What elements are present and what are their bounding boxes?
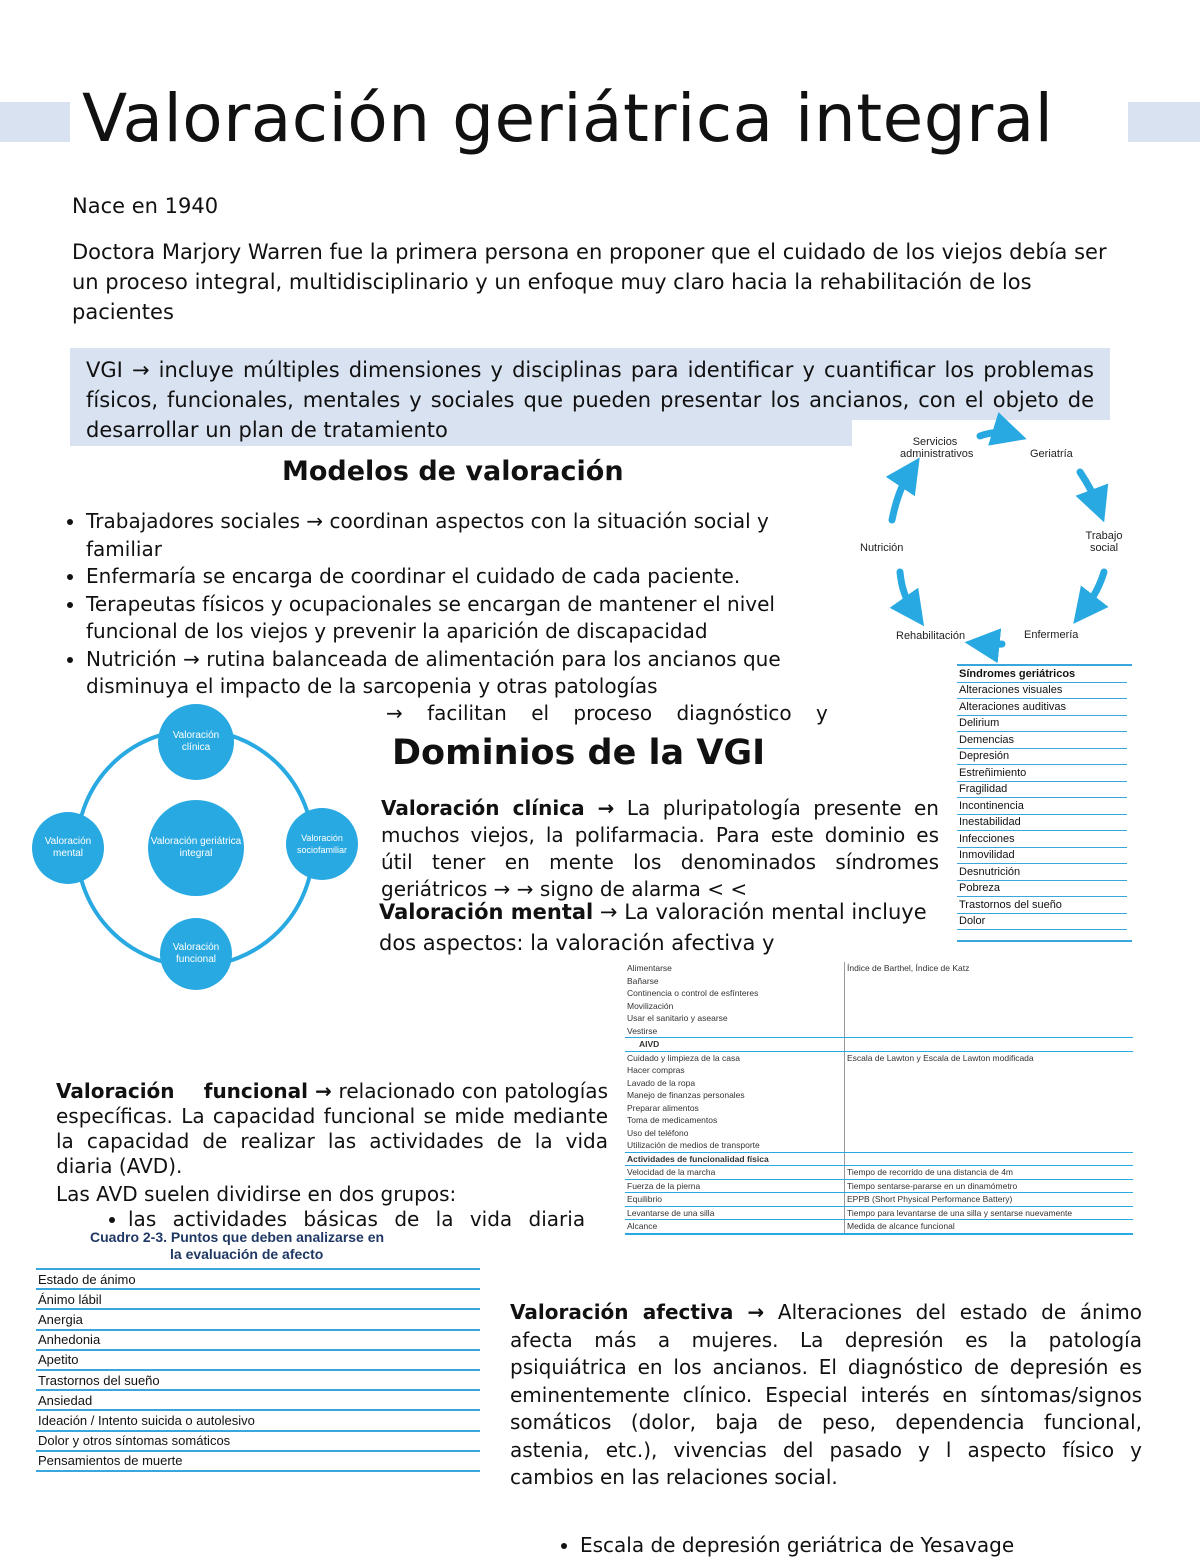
avd-cell: Medida de alcance funcional [845,1220,1134,1234]
affect-point: Ánimo lábil [36,1289,480,1309]
funcional-bullet: • las actividades básicas de la vida diaria [128,1206,616,1234]
avd-cell: Fuerza de la pierna [625,1179,845,1193]
affect-point: Estado de ánimo [36,1270,480,1289]
syndrome-item: Inmovilidad [957,847,1127,864]
avd-cell: Manejo de finanzas personales [625,1089,845,1102]
syndrome-item: Infecciones [957,831,1127,848]
avd-cell: Tiempo de recorrido de una distancia de 4m [845,1166,1134,1180]
syndrome-item: Desnutrición [957,864,1127,881]
avd-cell: Lavado de la ropa [625,1077,845,1090]
avd-cell: Tiempo para levantarse de una silla y sentarse nuevamente [845,1206,1134,1220]
avd-cell: Escala de Lawton y Escala de Lawton modificada [847,1052,1034,1063]
avd-cell: Preparar alimentos [625,1102,845,1115]
affect-point: Ideación / Intento suicida o autolesivo [36,1410,480,1430]
syndrome-item: Demencias [957,732,1127,749]
clinica-paragraph [381,795,939,901]
syndromes-table [957,664,1132,942]
avd-cell: Tiempo sentarse-pararse en un dinamómetro [845,1179,1134,1193]
affect-point: Apetito [36,1350,480,1370]
cycle-node-enfermeria: Enfermería [1024,629,1079,641]
syndrome-item: Inestabilidad [957,814,1127,831]
cycle-node-geriatria: Geriatría [1030,448,1073,460]
syndromes-header: Síndromes geriátricos [957,666,1127,682]
avd-cell: Uso del teléfono [625,1127,845,1140]
funcional-paragraph [56,1079,608,1179]
funcional-arrow: → [307,1079,332,1103]
mental-label: Valoración mental [379,900,594,924]
vgi-definition: VGI → incluye múltiples dimensiones y disciplinas para identificar y cuantificar los problemas físicos, funcionales, mentales y sociales que pueden presentar los ancianos, con el objeto de desarrollar un plan de tratamiento [86,358,1094,442]
avd-cell: Velocidad de la marcha [625,1166,845,1180]
syndrome-item: Trastornos del sueño [957,897,1127,914]
avd-cell: Movilización [625,1000,845,1013]
clinica-text: La pluripatología presente en muchos viejos, la polifarmacia. Para este dominio es útil tener en mente los denominados síndromes geriátricos → → signo de alarma < < [381,796,939,901]
syndrome-item: Fragilidad [957,781,1127,798]
mental-text: → La valoración mental incluye dos aspectos: la valoración afectiva y [379,900,927,955]
syndrome-item: Pobreza [957,880,1127,897]
cuadro-title-line2: la evaluación de afecto [170,1246,324,1262]
title-bar-right [1128,102,1200,142]
models-heading: Modelos de valoración [282,456,624,487]
dominios-heading: Dominios de la VGI [392,733,766,773]
mental-paragraph [379,897,939,959]
affect-points-table [36,1268,480,1472]
avd-cell: Usar el sanitario y asearse [625,1012,845,1025]
afectiva-bullet: • Escala de depresión geriátrica de Yesavage [580,1532,1150,1560]
domain-funcional: Valoración funcional [160,918,232,990]
avd-cell: Bañarse [625,975,845,988]
arrow-3 [1084,572,1104,610]
syndrome-item: Depresión [957,748,1127,765]
avd-cell: Vestirse [625,1025,845,1038]
afectiva-label: Valoración afectiva → [510,1300,765,1324]
avd-cell: Levantarse de una silla [625,1206,845,1220]
arrow-5 [900,572,914,612]
intro-warren: Doctora Marjory Warren fue la primera persona en proponer que el cuidado de los viejos debía ser un proceso integral, multidisciplinario y un enfoque muy claro hacia la rehabilitación de los pacientes [72,240,1107,324]
syndrome-item: Estreñimiento [957,765,1127,782]
avd-cell: Equilibrio [625,1193,845,1207]
avd-cell: Toma de medicamentos [625,1114,845,1127]
affect-point: Anhedonia [36,1330,480,1350]
afectiva-paragraph [510,1299,1142,1492]
avd-cell: EPPB (Short Physical Performance Battery) [845,1193,1134,1207]
avd-cell: Alimentarse [625,962,845,975]
avd-cell: Hacer compras [625,1064,845,1077]
team-cycle-diagram [852,420,1142,660]
page-title: Valoración geriátrica integral [82,80,1054,157]
syndrome-item: Delirium [957,715,1127,732]
domains-diagram [30,700,360,995]
affect-point: Ansiedad [36,1390,480,1410]
avd-cell: Continencia o control de esfínteres [625,987,845,1000]
avd-section: Actividades de funcionalidad física [625,1152,845,1166]
domain-clinica: Valoración clínica [158,704,234,780]
syndrome-item: Dolor [957,913,1127,930]
cycle-node-trabajo-social: Trabajo social [1085,530,1123,554]
avd-cell: Alcance [625,1220,845,1234]
syndrome-item: Incontinencia [957,798,1127,815]
affect-point: Pensamientos de muerte [36,1451,480,1471]
affect-point: Anergia [36,1309,480,1329]
funcional-groups: Las AVD suelen dividirse en dos grupos: [56,1182,457,1206]
arrow-2 [1080,472,1098,506]
avd-cell: Cuidado y limpieza de la casa [625,1051,845,1064]
models-item: • Trabajadores sociales → coordinan aspectos con la situación social y familiar [86,508,846,563]
avd-section: AIVD [625,1038,845,1052]
funcional-text: relacionado con patologías específicas. La capacidad funcional se mide mediante la capacidad de realizar las actividades de la vida diaria (AVD). [56,1079,608,1178]
afectiva-bullet-list [510,1532,1150,1557]
domain-mental: Valoración mental [32,812,104,884]
cycle-node-admin: Servicios administrativos [900,436,974,460]
afectiva-text: Alteraciones del estado de ánimo afecta más a mujeres. La depresión es la patología psiquiátrica en los ancianos. El diagnóstico de depresión es eminentemente clínico. Especial interés en síntomas/signos somáticos (dolor, baja de peso, dependencia funcional, astenia, etc.), vivencias del pasado y l aspecto físico y cambios en las relaciones social. [510,1300,1142,1489]
affect-point: Trastornos del sueño [36,1370,480,1390]
models-facilitan: → facilitan el proceso diagnóstico y [386,701,828,725]
models-item: • Enfermaría se encarga de coordinar el cuidado de cada paciente. [86,563,846,591]
syndrome-item: Alteraciones visuales [957,682,1127,699]
funcional-label: Valoración funcional [56,1079,308,1103]
avd-table [625,962,1133,1235]
avd-cell: Índice de Barthel, Índice de Katz [847,963,970,974]
syndrome-item: Alteraciones auditivas [957,699,1127,716]
cuadro-title-line1: Cuadro 2-3. Puntos que deben analizarse en [90,1229,385,1245]
arrow-1 [980,432,1010,436]
arrow-4 [982,644,1002,645]
clinica-label: Valoración clínica → [381,796,615,820]
cycle-node-nutricion: Nutrición [860,542,904,554]
models-list [40,508,846,698]
cycle-node-rehabilitacion: Rehabilitación [896,630,966,642]
domain-center: Valoración geriátrica integral [148,800,244,896]
cuadro-title [90,1229,384,1263]
avd-cell: Utilización de medios de transporte [625,1139,845,1152]
models-item: • Nutrición → rutina balanceada de alimentación para los ancianos que disminuya el impacto de la sarcopenia y otras patologías [86,646,846,701]
title-bar-left [0,102,70,142]
intro-born: Nace en 1940 [72,194,219,218]
domain-sociofamiliar: Valoración sociofamiliar [286,808,358,880]
arrow-6 [892,472,910,520]
models-item: • Terapeutas físicos y ocupacionales se encargan de mantener el nivel funcional de los viejos y prevenir la aparición de discapacidad [86,591,846,646]
affect-point: Dolor y otros síntomas somáticos [36,1431,480,1451]
